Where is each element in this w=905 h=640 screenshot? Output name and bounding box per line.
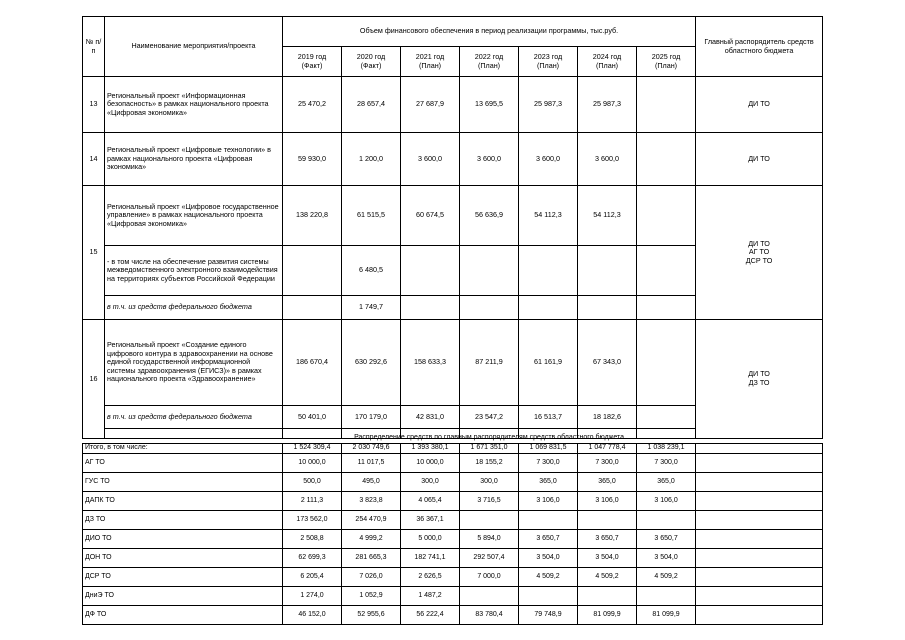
manager-label: ГУС ТО xyxy=(83,472,283,491)
value-cell: 300,0 xyxy=(460,472,519,491)
value-cell: 25 987,3 xyxy=(578,77,637,133)
distribution-row xyxy=(83,587,823,606)
value-cell: 10 000,0 xyxy=(283,453,342,472)
value-cell: 10 000,0 xyxy=(401,453,460,472)
value-cell xyxy=(637,320,696,406)
empty-cell xyxy=(696,529,823,548)
value-cell xyxy=(460,296,519,320)
value-cell: 186 670,4 xyxy=(283,320,342,406)
value-cell xyxy=(519,510,578,529)
manager-cell: ДИ ТО ДЗ ТО xyxy=(696,320,823,439)
value-cell: 365,0 xyxy=(578,472,637,491)
value-cell: 42 831,0 xyxy=(401,406,460,429)
empty-cell xyxy=(696,587,823,606)
header-manager: Главный распорядитель средств областного бюджета xyxy=(696,17,823,77)
value-cell: 62 699,3 xyxy=(283,548,342,567)
manager-label: ДЗ ТО xyxy=(83,510,283,529)
value-cell: 27 687,9 xyxy=(401,77,460,133)
empty-cell xyxy=(696,491,823,510)
distribution-row xyxy=(83,548,823,567)
empty-cell xyxy=(696,443,823,453)
distribution-title-row xyxy=(83,433,823,443)
value-cell: 254 470,9 xyxy=(342,510,401,529)
value-cell: 2 111,3 xyxy=(283,491,342,510)
value-cell: 300,0 xyxy=(401,472,460,491)
distribution-row xyxy=(83,472,823,491)
empty-cell xyxy=(696,548,823,567)
value-cell xyxy=(637,296,696,320)
year-header: 2021 год (План) xyxy=(401,47,460,77)
value-cell: 81 099,9 xyxy=(637,606,696,625)
manager-cell: ДИ ТО xyxy=(696,77,823,133)
empty-cell xyxy=(696,453,823,472)
value-cell: 3 504,0 xyxy=(637,548,696,567)
value-cell: 7 026,0 xyxy=(342,568,401,587)
distribution-table xyxy=(82,433,823,625)
value-cell: 61 161,9 xyxy=(519,320,578,406)
value-cell: 1 047 778,4 xyxy=(578,443,637,453)
value-cell: 67 343,0 xyxy=(578,320,637,406)
empty-cell xyxy=(696,472,823,491)
value-cell: 2 626,5 xyxy=(401,568,460,587)
value-cell xyxy=(637,510,696,529)
row-sub-name: - в том числе на обеспечение развития системы межведомственного электронного взаимодействия на территориях субъектов Российской Федерации xyxy=(105,246,283,296)
value-cell xyxy=(637,133,696,186)
row-name: Региональный проект «Создание единого цифрового контура в здравоохранении на основе единой государственной информационной системы здравоохранения (ЕГИСЗ)» в рамках национального проекта «Здравоохранение» xyxy=(105,320,283,406)
year-header: 2020 год (Факт) xyxy=(342,47,401,77)
value-cell: 23 547,2 xyxy=(460,406,519,429)
value-cell xyxy=(460,587,519,606)
distribution-row xyxy=(83,510,823,529)
value-cell: 1 749,7 xyxy=(342,296,401,320)
value-cell: 52 955,6 xyxy=(342,606,401,625)
value-cell: 79 748,9 xyxy=(519,606,578,625)
value-cell: 173 562,0 xyxy=(283,510,342,529)
value-cell: 25 470,2 xyxy=(283,77,342,133)
value-cell: 3 600,0 xyxy=(519,133,578,186)
row-num: 15 xyxy=(83,186,105,320)
value-cell: 59 930,0 xyxy=(283,133,342,186)
manager-cell: ДИ ТО АГ ТО ДСР ТО xyxy=(696,186,823,320)
value-cell: 2 508,8 xyxy=(283,529,342,548)
value-cell: 46 152,0 xyxy=(283,606,342,625)
value-cell: 3 106,0 xyxy=(519,491,578,510)
value-cell: 170 179,0 xyxy=(342,406,401,429)
value-cell: 3 106,0 xyxy=(578,491,637,510)
manager-label: ДСР ТО xyxy=(83,568,283,587)
empty-cell xyxy=(83,433,283,443)
value-cell xyxy=(519,246,578,296)
value-cell: 83 780,4 xyxy=(460,606,519,625)
value-cell: 7 300,0 xyxy=(578,453,637,472)
value-cell xyxy=(637,186,696,246)
value-cell: 1 052,9 xyxy=(342,587,401,606)
distribution-rows xyxy=(83,453,823,625)
row-sub-name: в т.ч. из средств федерального бюджета xyxy=(105,406,283,429)
empty-cell xyxy=(696,568,823,587)
total-label: Итого, в том числе: xyxy=(83,443,283,453)
distribution-row xyxy=(83,453,823,472)
value-cell: 18 182,6 xyxy=(578,406,637,429)
value-cell: 54 112,3 xyxy=(578,186,637,246)
value-cell: 1 671 351,0 xyxy=(460,443,519,453)
value-cell: 500,0 xyxy=(283,472,342,491)
value-cell: 292 507,4 xyxy=(460,548,519,567)
value-cell: 3 600,0 xyxy=(578,133,637,186)
program-funding-table xyxy=(82,16,823,439)
manager-label: ДниЭ ТО xyxy=(83,587,283,606)
row-name: Региональный проект «Цифровые технологии» в рамках национального проекта «Цифровая экономика» xyxy=(105,133,283,186)
distribution-title: Распределение средств по главным распорядителям средств областного бюджета xyxy=(354,433,625,441)
value-cell: 1 200,0 xyxy=(342,133,401,186)
value-cell xyxy=(401,246,460,296)
value-cell: 138 220,8 xyxy=(283,186,342,246)
value-cell xyxy=(519,296,578,320)
header-name: Наименование мероприятия/проекта xyxy=(105,17,283,77)
value-cell: 3 504,0 xyxy=(578,548,637,567)
value-cell: 6 480,5 xyxy=(342,246,401,296)
value-cell: 1 038 239,1 xyxy=(637,443,696,453)
manager-cell: ДИ ТО xyxy=(696,133,823,186)
value-cell: 7 300,0 xyxy=(637,453,696,472)
table-row xyxy=(83,77,823,133)
value-cell: 6 205,4 xyxy=(283,568,342,587)
value-cell: 87 211,9 xyxy=(460,320,519,406)
value-cell: 3 650,7 xyxy=(578,529,637,548)
value-cell xyxy=(637,77,696,133)
value-cell xyxy=(637,587,696,606)
empty-cell xyxy=(696,433,823,443)
value-cell: 3 716,5 xyxy=(460,491,519,510)
value-cell: 1 524 309,4 xyxy=(283,443,342,453)
value-cell: 18 155,2 xyxy=(460,453,519,472)
value-cell xyxy=(460,246,519,296)
year-header: 2022 год (План) xyxy=(460,47,519,77)
value-cell: 28 657,4 xyxy=(342,77,401,133)
value-cell: 36 367,1 xyxy=(401,510,460,529)
row-sub-name: в т.ч. из средств федерального бюджета xyxy=(105,296,283,320)
value-cell: 281 665,3 xyxy=(342,548,401,567)
value-cell: 3 650,7 xyxy=(519,529,578,548)
value-cell: 81 099,9 xyxy=(578,606,637,625)
distribution-row xyxy=(83,529,823,548)
row-num: 14 xyxy=(83,133,105,186)
value-cell xyxy=(578,587,637,606)
header-row xyxy=(83,17,823,47)
table-row xyxy=(83,186,823,246)
value-cell xyxy=(578,510,637,529)
value-cell xyxy=(637,246,696,296)
manager-label: ДФ ТО xyxy=(83,606,283,625)
value-cell xyxy=(401,296,460,320)
distribution-row xyxy=(83,606,823,625)
value-cell: 3 600,0 xyxy=(460,133,519,186)
row-num: 13 xyxy=(83,77,105,133)
value-cell: 61 515,5 xyxy=(342,186,401,246)
year-header: 2019 год (Факт) xyxy=(283,47,342,77)
header-funding: Объем финансового обеспечения в период реализации программы, тыс.руб. xyxy=(283,17,696,47)
value-cell: 2 030 749,6 xyxy=(342,443,401,453)
value-cell: 4 999,2 xyxy=(342,529,401,548)
value-cell: 25 987,3 xyxy=(519,77,578,133)
value-cell xyxy=(637,406,696,429)
value-cell: 3 504,0 xyxy=(519,548,578,567)
value-cell: 182 741,1 xyxy=(401,548,460,567)
value-cell: 1 487,2 xyxy=(401,587,460,606)
header-num: № п/п xyxy=(83,17,105,77)
value-cell: 495,0 xyxy=(342,472,401,491)
row-num: 16 xyxy=(83,320,105,439)
value-cell: 50 401,0 xyxy=(283,406,342,429)
empty-cell xyxy=(696,606,823,625)
value-cell: 7 000,0 xyxy=(460,568,519,587)
value-cell: 56 636,9 xyxy=(460,186,519,246)
value-cell xyxy=(283,296,342,320)
table-row xyxy=(83,133,823,186)
value-cell: 5 894,0 xyxy=(460,529,519,548)
value-cell xyxy=(578,246,637,296)
value-cell: 4 509,2 xyxy=(519,568,578,587)
year-header: 2025 год (План) xyxy=(637,47,696,77)
row-name: Региональный проект «Информационная безопасность» в рамках национального проекта «Цифровая экономика» xyxy=(105,77,283,133)
distribution-row xyxy=(83,568,823,587)
value-cell: 16 513,7 xyxy=(519,406,578,429)
value-cell: 3 650,7 xyxy=(637,529,696,548)
value-cell: 56 222,4 xyxy=(401,606,460,625)
value-cell: 365,0 xyxy=(637,472,696,491)
year-header: 2023 год (План) xyxy=(519,47,578,77)
value-cell: 60 674,5 xyxy=(401,186,460,246)
manager-label: ДОН ТО xyxy=(83,548,283,567)
value-cell: 1 069 831,5 xyxy=(519,443,578,453)
value-cell: 3 106,0 xyxy=(637,491,696,510)
value-cell xyxy=(283,246,342,296)
value-cell: 4 509,2 xyxy=(578,568,637,587)
empty-cell xyxy=(696,510,823,529)
value-cell: 1 393 380,1 xyxy=(401,443,460,453)
value-cell: 11 017,5 xyxy=(342,453,401,472)
value-cell: 365,0 xyxy=(519,472,578,491)
value-cell: 3 600,0 xyxy=(401,133,460,186)
value-cell: 630 292,6 xyxy=(342,320,401,406)
distribution-row xyxy=(83,491,823,510)
table-row xyxy=(83,320,823,406)
value-cell: 158 633,3 xyxy=(401,320,460,406)
row-name: Региональный проект «Цифровое государственное управление» в рамках национального проекта «Цифровая экономика» xyxy=(105,186,283,246)
year-header: 2024 год (План) xyxy=(578,47,637,77)
manager-label: АГ ТО xyxy=(83,453,283,472)
value-cell xyxy=(578,296,637,320)
value-cell xyxy=(460,510,519,529)
value-cell: 7 300,0 xyxy=(519,453,578,472)
manager-label: ДИО ТО xyxy=(83,529,283,548)
value-cell: 1 274,0 xyxy=(283,587,342,606)
value-cell xyxy=(519,587,578,606)
total-row xyxy=(83,443,823,453)
value-cell: 13 695,5 xyxy=(460,77,519,133)
value-cell: 4 065,4 xyxy=(401,491,460,510)
value-cell: 5 000,0 xyxy=(401,529,460,548)
manager-label: ДАПК ТО xyxy=(83,491,283,510)
value-cell: 3 823,8 xyxy=(342,491,401,510)
value-cell: 54 112,3 xyxy=(519,186,578,246)
value-cell: 4 509,2 xyxy=(637,568,696,587)
